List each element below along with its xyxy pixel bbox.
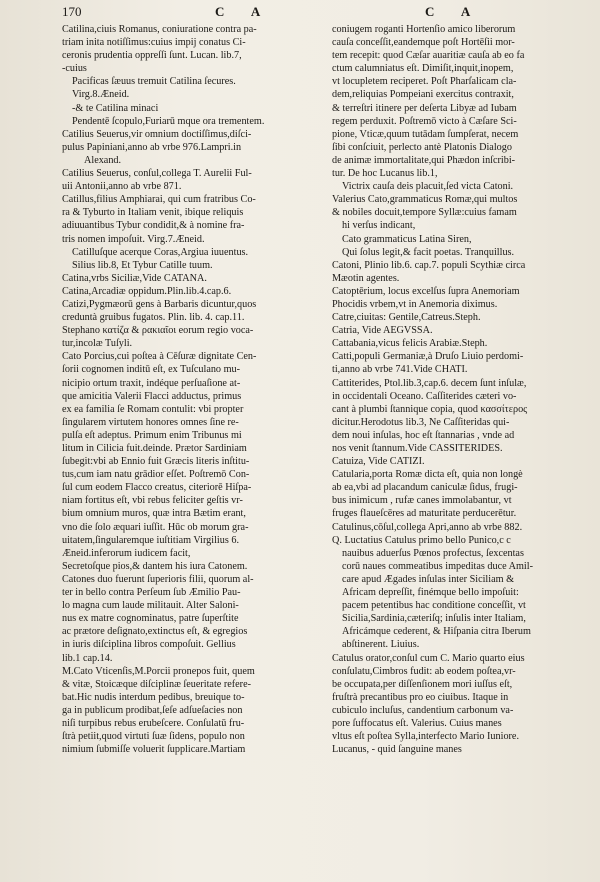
text-line: pulſa eſt adeptus. Primum enim Tribunus mi <box>62 429 242 441</box>
text-line: adiuuantibus Tybur condidit,& à nomine fra- <box>62 220 245 232</box>
text-line: tur,incolæ Tuſyli. <box>62 338 133 350</box>
text-line: hi verſus indicant, <box>342 220 416 232</box>
text-line: Stephano κατίζα & ρακιαῖοι eorum regio voca- <box>62 325 254 337</box>
text-line: Catizi,Pygmæorū gens à Barbaris dicuntur,quos <box>62 298 257 310</box>
text-line: Catoptērium, locus excelſus ſupra Anemoriam <box>332 285 520 297</box>
text-line: corū naues commeatibus impeditas duce Amil- <box>342 560 533 572</box>
text-line: in iuris diſciplina libros compoſuit. Gellius <box>62 639 236 651</box>
text-line: Catina,vrbs Siciliæ,Vide CATANA. <box>62 272 207 284</box>
text-line: Catti,populi Germaniæ,à Druſo Liuio perdomi- <box>332 351 524 363</box>
text-line: nicipio ortum traxit, indéque perſuaſione at- <box>62 377 241 389</box>
text-line: Catria, Vide AEGVSSA. <box>332 325 433 337</box>
text-line: niſi turpibus rebus erubeſcere. Conſulatū fru- <box>62 717 245 729</box>
text-line: ter in bello contra Perſeum ſub Æmilio Pau- <box>62 587 241 599</box>
text-line: Sicilia,Sardinia,cæteriſq; inſulis inter Italiam, <box>342 613 526 625</box>
text-line: be occupata,per diſſenſionem mori iuſſus eſt, <box>332 678 513 690</box>
text-line: & nobiles docuit,tempore Syllæ:cuius famam <box>332 207 517 219</box>
text-line: ti,anno ab vrbe 741.Vide CHATI. <box>332 364 468 376</box>
text-line: pulus Papiniani,anno ab vrbe 976.Lampri.in <box>62 141 242 153</box>
text-line: ra & Tyburto in Italiam venit, ibique reliquis <box>62 207 244 219</box>
text-line: tem recepit: quod Cæſar auaritiæ cauſa ab eo fa <box>332 50 525 62</box>
text-line: Cattabania,vicus felicis Arabiæ.Steph. <box>332 338 488 350</box>
text-line: Q. Luctatius Catulus primo bello Punico,c c <box>332 534 511 546</box>
text-line: ceronis prudentia oppreſſi ſunt. Lucan. lib.7, <box>62 50 242 62</box>
text-line: dem,reliquias Pompeiani exercitus contraxit, <box>332 89 514 101</box>
text-line: Catilina,ciuis Romanus, coniuratione contra pa- <box>62 24 257 35</box>
text-line: ſorii cognomen inditū eſt, ex Tuſculano mu- <box>62 364 240 376</box>
text-line: Catularia,porta Romæ dicta eſt, quia non longè <box>332 469 523 481</box>
text-line: cauſa conceſſit,eandemque poſt Hortēſii mor- <box>332 37 515 49</box>
text-line: regem perduxit. Poſtremō victo à Cæſare Sci- <box>332 115 517 127</box>
text-line: cant à plumbi ſtannique copia, quod κασσίτερος <box>332 403 528 415</box>
text-line: Africámque cederent, & Hiſpania citra Iberum <box>342 626 531 638</box>
text-line: Phocidis vrbem,vt in Anemoria diximus. <box>332 298 498 310</box>
text-line: fruges flaueſcēres ad maturitate perducerētur. <box>332 508 517 520</box>
text-line: Catulinus,cōſul,collega Apri,anno ab vrbe 882. <box>332 521 523 533</box>
text-line: -cuius <box>62 63 87 75</box>
text-line: de animæ immortalitate,qui Phædon inſcribi- <box>332 154 516 166</box>
text-line: Catulus orator,conſul cum C. Mario quarto eius <box>332 652 525 664</box>
text-line: conſulatu,Cimbros fudit: ab eodem poſtea,vr- <box>332 665 516 677</box>
text-line: Catre,ciuitas: Gentile,Catreus.Steph. <box>332 312 481 324</box>
text-line: dem noui inſulas, hoc eſt ſtannarias , vnde ad <box>332 429 515 441</box>
text-line: Catoni, Plinio lib.6. cap.7. populi Scythiæ circa <box>332 259 526 271</box>
text-line: Catones duo fuerunt ſuperioris filii, quorum al- <box>62 573 254 585</box>
text-line: Lucanus, - quid ſanguine manes <box>332 744 462 756</box>
text-line: lo magna cum laude militauit. Alter Saloni- <box>62 600 239 612</box>
text-line: Catina,Arcadiæ oppidum.Plin.lib.4.cap.6. <box>62 285 232 297</box>
text-line: ſul cum eodem Flacco creatus, citeriorē Hiſpa- <box>62 482 252 494</box>
text-line: Alexand. <box>84 154 122 166</box>
text-line: ab ea,vbi ad placandum caniculæ ſidus, frugi- <box>332 482 518 494</box>
text-line: nos venit ſtannum.Vide CASSITERIDES. <box>332 443 503 454</box>
text-line: nimium ſubmiſſe voluerit ſupplicare.Martiam <box>62 744 246 756</box>
text-line: abſtinerent. Liuius. <box>342 639 420 651</box>
text-line: coniugem roganti Hortenſio amico liberorum <box>332 24 516 35</box>
text-line: pione, Vticæ,quum tutādam ſumpſerat, necem <box>332 128 519 140</box>
text-line: ga in publicum prodibat,ſeſe adſueſacies non <box>62 704 243 716</box>
text-line: pore ſuffocatus eſt. Valerius. Cuius manes <box>332 717 502 729</box>
text-line: nus ex matre cognominatus, patre ſuperſtite <box>62 613 239 625</box>
text-line: pacem petentibus hac conditione conceſſit, vt <box>342 600 526 612</box>
text-line: Catilius Seuerus,vir omnium doctiſſimus,diſci- <box>62 128 252 140</box>
text-line: Mæotin agentes. <box>332 272 400 284</box>
text-line: Pendentē ſcopulo,Furiarū mque ora trementem. <box>72 115 265 127</box>
text-line: Silius lib.8, Et Tybur Catille tuum. <box>72 259 213 271</box>
text-line: bat.Hic nudis interdum pedibus, breuique to- <box>62 691 245 703</box>
text-line: tur. De hoc Lucanus lib.1, <box>332 168 438 180</box>
text-line: nauibus aduerſus Pœnos profectus, ſexcentas <box>342 547 524 559</box>
text-line: ſtrà petiit,quod virtuti ſuæ ſidens, populo non <box>62 731 245 743</box>
text-line: Catilluſque acerque Coras,Argiua iuuentus. <box>72 246 249 258</box>
text-line: Qui ſolus legit,& facit poetas. Tranquillus. <box>342 246 515 258</box>
text-line: fruſtrà precantibus pro eo ciuibus. Itaque in <box>332 691 509 703</box>
text-line: Catuiza, Vide CATIZI. <box>332 456 425 468</box>
text-line: uitatem,ſingularemque iuſtitiam Virgilius 6. <box>62 534 239 546</box>
text-line: niam fortitus eſt, vbi rebus feliciter geſtis vr- <box>62 495 243 507</box>
text-line: dicitur.Herodotus lib.3, Ne Caſſiteridas qui- <box>332 416 510 428</box>
text-line: uii Antonii,anno ab vrbe 871. <box>62 181 182 193</box>
text-line: tus,cum iam natu grādior eſſet. Poſtremō Con- <box>62 469 250 481</box>
text-line: Catilius Seuerus, conſul,collega T. Aurelii Ful- <box>62 168 252 180</box>
text-line: vltus eſt poſtea Sylla,interfecto Mario Iuniore. <box>332 731 520 743</box>
text-line: bium omnium muros, quæ intra Bætim erant, <box>62 508 246 520</box>
text-line: ſingularem virtutem honores omnes ſine re- <box>62 416 239 428</box>
text-line: bus inimicum , rufæ canes immolabantur, vt <box>332 495 512 507</box>
text-line: & terreſtri itinere per deſerta Libyæ ad Iubam <box>332 102 517 114</box>
text-line: triam inita notiſſimus:cuius impij conatus Ci- <box>62 37 246 49</box>
running-head-left: C A <box>215 4 273 19</box>
left-column <box>62 23 314 756</box>
text-line: care apud Ægades inſulas inter Siciliam & <box>342 573 515 585</box>
page-number: 170 <box>62 4 82 19</box>
text-line: Victrix cauſa deis placuit,ſed victa Catoni. <box>342 181 514 193</box>
text-line: Pacificas ſæuus tremuit Catilina ſecures. <box>72 76 236 88</box>
right-column <box>332 23 584 756</box>
text-line: ex ea familia ſe Romam contulit: vbi propter <box>62 403 244 415</box>
text-line: in occidentali Oceano. Caſſiterides cæteri vo- <box>332 390 517 402</box>
text-line: ſubegit:vbi ab Ennio fuit Græcis literis inſtitu- <box>62 456 250 468</box>
text-line: cubiculo incluſus, candentium carbonum va- <box>332 704 514 716</box>
text-line: Æneid.inferorum iudicem facit, <box>62 547 191 559</box>
text-line: vno die ſolo æquari iuſſit. Hūc ob morum gra- <box>62 521 249 533</box>
text-line: ſibi conſciuit, perlecto antè Platonis Dialogo <box>332 141 512 153</box>
text-line: ctum calumniatus eſt. Dimiſit,inquit,inopem, <box>332 63 514 75</box>
text-line: Africam depreſſit, finémque bello impoſuit: <box>342 587 519 599</box>
text-line: Catillus,filius Amphiarai, qui cum fratribus Co- <box>62 194 256 206</box>
text-line: lib.1 cap.14. <box>62 652 113 664</box>
text-line: Cattiterides, Ptol.lib.3,cap.6. decem ſunt inſulæ, <box>332 377 527 389</box>
text-line: Cato grammaticus Latina Siren, <box>342 233 472 245</box>
text-line: tris nomen impoſuit. Virg.7.Æneid. <box>62 233 205 245</box>
page-header <box>0 4 600 24</box>
text-line: vt locupletem reciperet. Poſt Pharſalicam cla- <box>332 76 517 88</box>
text-line: litum in Cilicia fuit.deinde. Prætor Sardiniam <box>62 443 247 454</box>
text-line: & vitæ, Stoicæque diſciplinæ ſeueritate refere- <box>62 678 251 690</box>
text-line: Secretoſque pios,& dantem his iura Catonem. <box>62 560 248 572</box>
text-line: -& te Catilina minaci <box>72 102 159 114</box>
text-line: ac prætore deſignato,extinctus eſt, & egregios <box>62 626 248 638</box>
text-line: M.Cato Vticenſis,M.Porcii pronepos fuit, quem <box>62 665 255 677</box>
running-head-right: C A <box>425 4 483 19</box>
text-line: que amicitia Valerii Flacci adductus, primus <box>62 390 242 402</box>
text-line: Virg.8.Æneid. <box>72 89 130 101</box>
text-line: Cato Porcius,cui poſtea à Cēſuræ dignitate Cen- <box>62 351 257 363</box>
text-line: Valerius Cato,grammaticus Romæ,qui multos <box>332 194 518 206</box>
text-line: creduntà gruibus fugatos. Plin. lib. 4. cap.11. <box>62 312 245 324</box>
